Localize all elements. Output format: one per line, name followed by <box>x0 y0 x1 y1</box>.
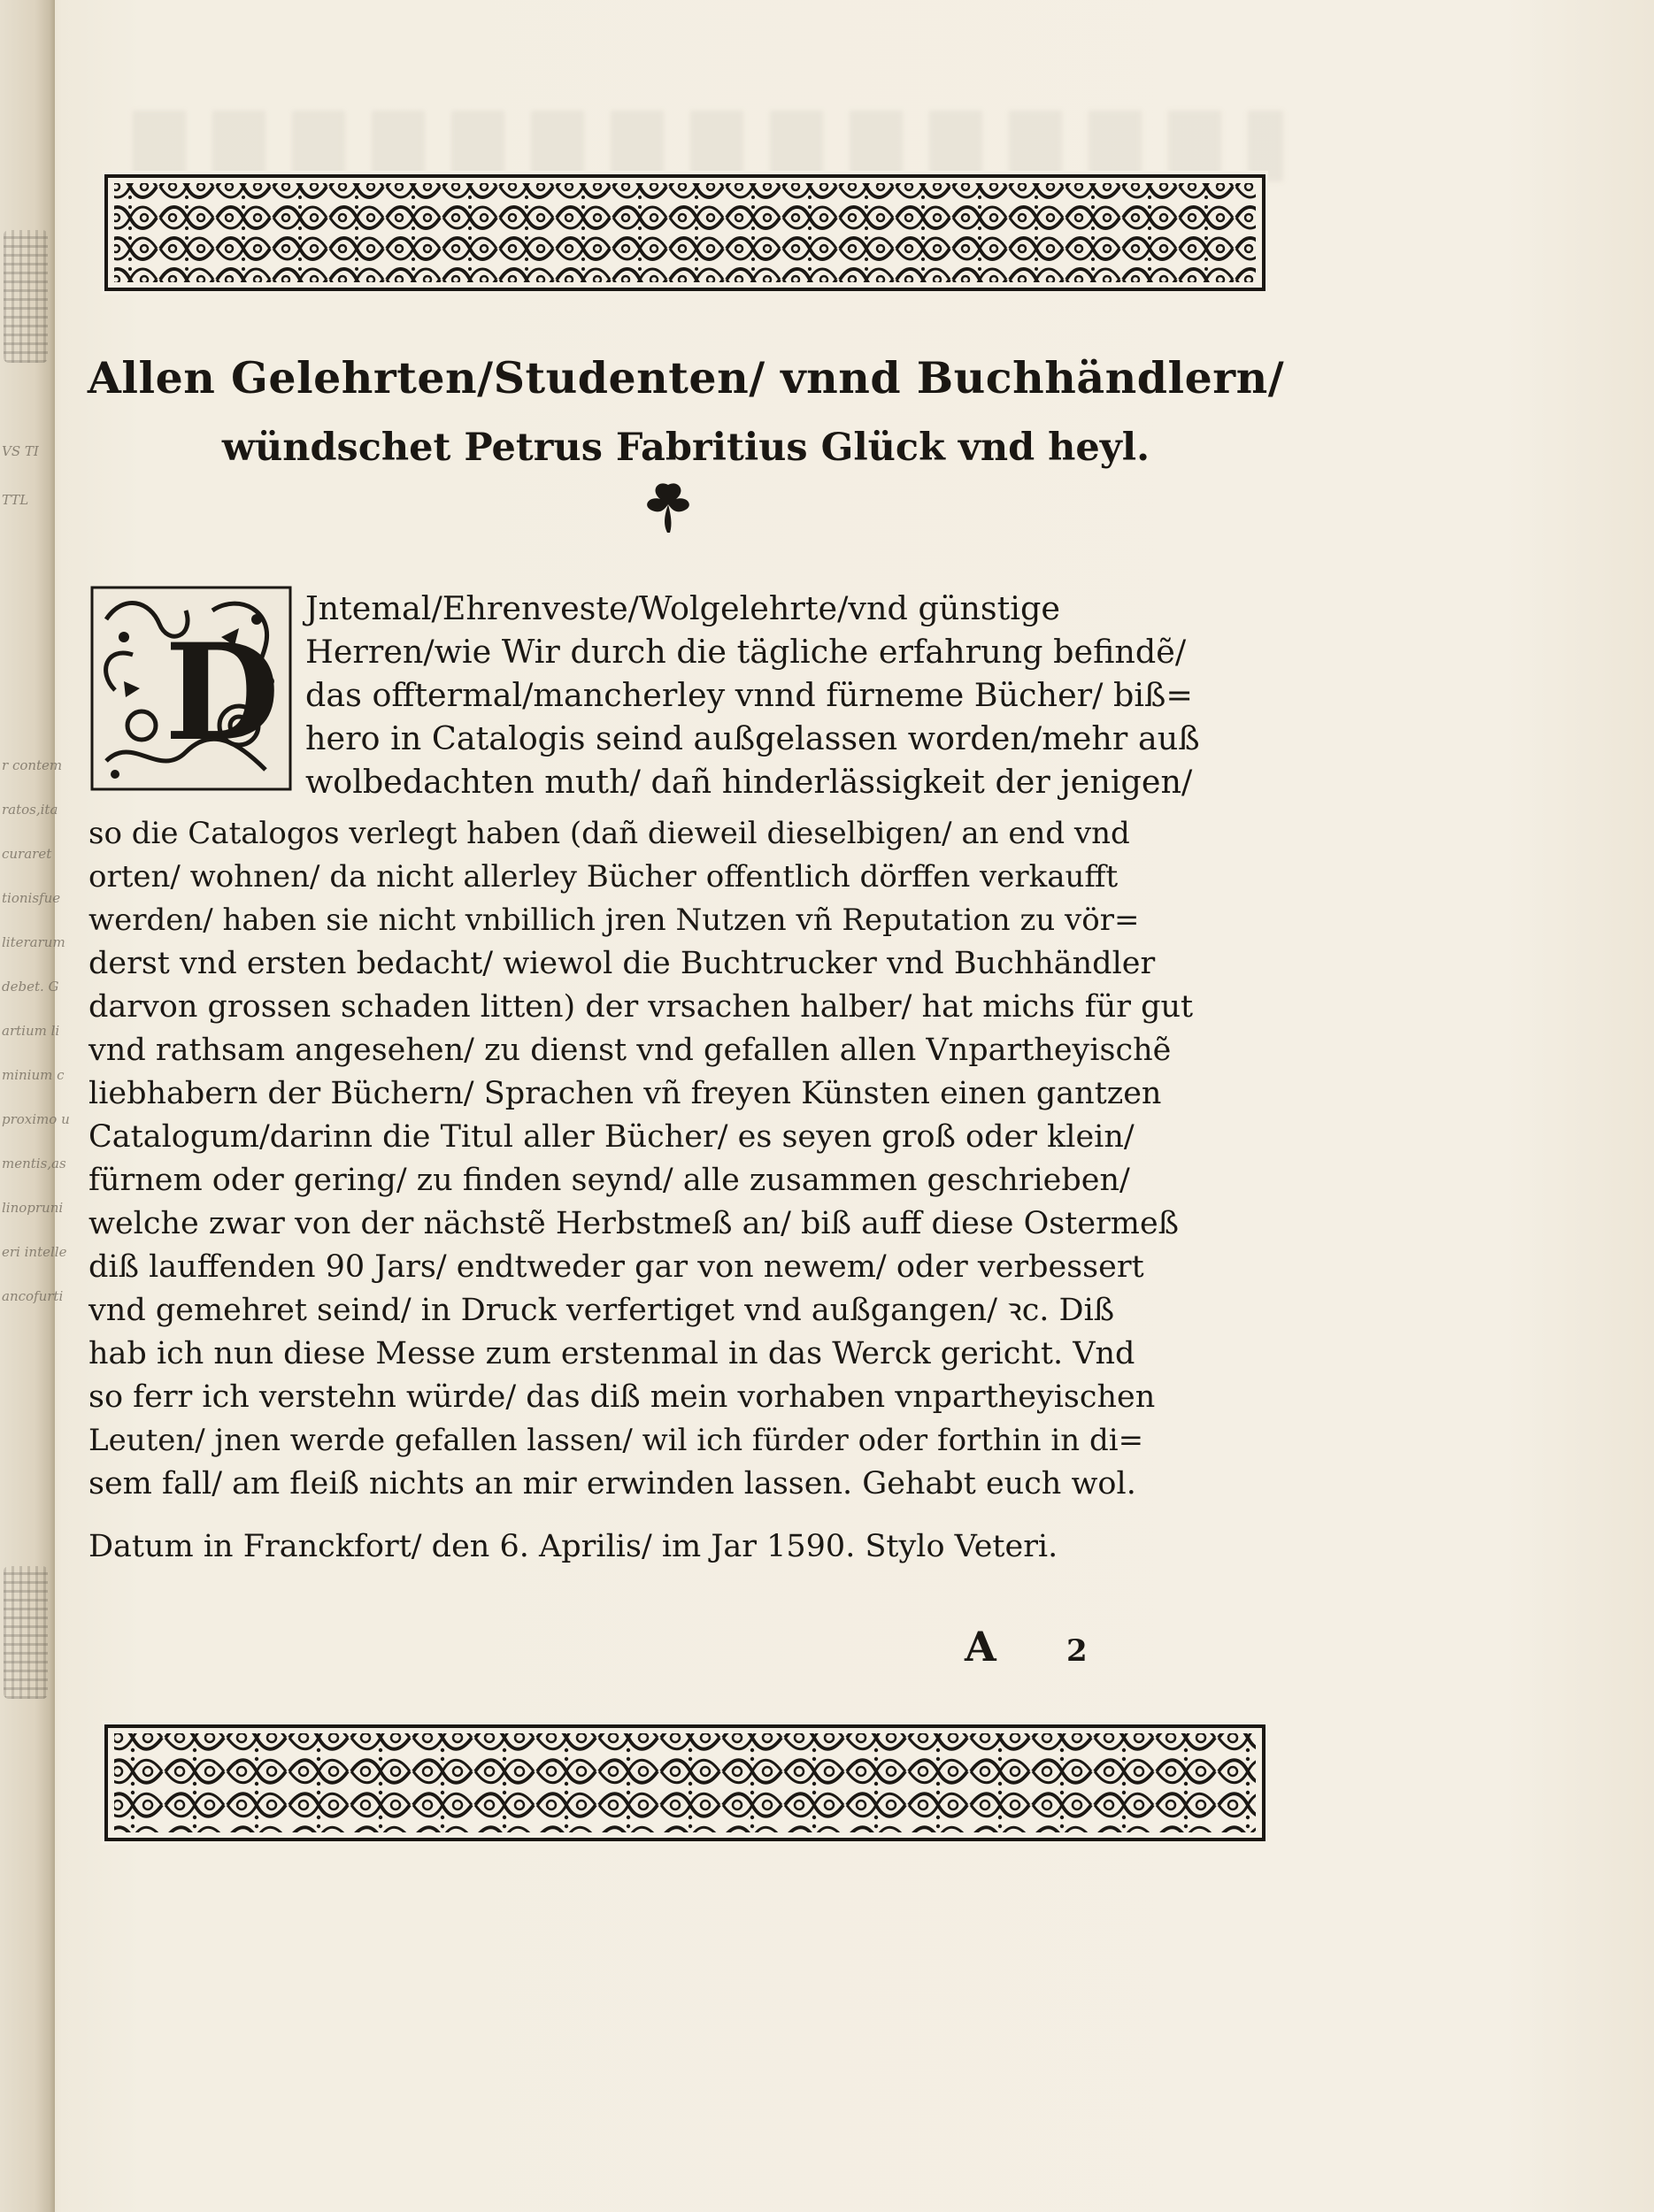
edge-fragment: tionisfue <box>2 890 61 906</box>
body-text-line: welche zwar von der nächstẽ Herbstmeß an/ biß auff diese Ostermeß <box>88 1206 1180 1241</box>
body-text-line: orten/ wohnen/ da nicht allerley Bücher offentlich dörffen verkaufft <box>88 859 1119 895</box>
body-text-line: liebhabern der Büchern/ Sprachen vñ freyen Künsten einen gantzen <box>88 1076 1162 1111</box>
body-text-line: derst vnd ersten bedacht/ wiewol die Buchtrucker vnd Buchhändler <box>88 946 1156 981</box>
body-text-line: vnd gemehret seind/ in Druck verfertiget vnd außgangen/ ꝛc. Diß <box>88 1293 1115 1328</box>
edge-fragment: TTL <box>2 492 29 508</box>
heading-line-2: wündschet Petrus Fabritius Glück vnd heyl. <box>221 426 1150 470</box>
body-text-line: Jntemal/Ehrenveste/Wolgelehrte/vnd günstige <box>305 589 1060 627</box>
body-text-line: Catalogum/darinn die Titul aller Bücher/ es seyen groß oder klein/ <box>88 1119 1135 1155</box>
body-text-line: das offtermal/mancherley vnnd fürneme Bücher/ biß= <box>305 676 1194 714</box>
body-text-line: Leuten/ jnen werde gefallen lassen/ wil ich fürder oder forthin in di= <box>88 1423 1144 1458</box>
body-text-line: wolbedachten muth/ dañ hinderlässigkeit der jenigen/ <box>305 763 1193 801</box>
body-text-line: darvon grossen schaden litten) der vrsachen halber/ hat michs für gut <box>88 989 1194 1025</box>
body-text-line: hab ich nun diese Messe zum erstenmal in das Werck gericht. Vnd <box>88 1336 1135 1371</box>
signature-mark: A <box>965 1623 996 1671</box>
edge-fragment: curaret <box>2 846 52 862</box>
edge-fragment: artium li <box>2 1023 60 1039</box>
body-text-line: vnd rathsam angesehen/ zu dienst vnd gefallen allen Vnpartheyischẽ <box>88 1033 1172 1068</box>
body-text-line: hero in Catalogis seind außgelassen worden/mehr auß <box>305 719 1200 757</box>
decorated-initial-capital <box>88 584 294 793</box>
bottom-ornamental-border <box>102 1721 1268 1845</box>
edge-fragment: debet. G <box>2 979 59 995</box>
edge-fragment: mentis,as <box>2 1156 66 1171</box>
body-text-line: sem fall/ am fleiß nichts an mir erwinden lassen. Gehabt euch wol. <box>88 1466 1136 1502</box>
body-text-line: Herren/wie Wir durch die tägliche erfahrung befindẽ/ <box>305 633 1187 671</box>
edge-ornament-top <box>4 230 48 363</box>
left-page-edge <box>0 0 70 2212</box>
edge-fragment: minium c <box>2 1067 65 1083</box>
body-text-line: werden/ haben sie nicht vnbillich jren Nutzen vñ Reputation zu vör= <box>88 902 1140 938</box>
edge-fragment: ratos,ita <box>2 802 58 818</box>
body-text-line: diß lauffenden 90 Jars/ endtweder gar von newem/ oder verbessert <box>88 1249 1144 1285</box>
body-text-line: fürnem oder gering/ zu finden seynd/ alle zusammen geschrieben/ <box>88 1163 1130 1198</box>
body-text-line: so ferr ich verstehn würde/ das diß mein vorhaben vnpartheyischen <box>88 1379 1156 1415</box>
initial-capital-letter: D <box>165 615 281 771</box>
edge-fragment: VS TI <box>2 443 39 459</box>
edge-fragment: linopruni <box>2 1200 64 1216</box>
top-ornamental-border <box>102 171 1268 295</box>
edge-fragment: literarum <box>2 934 65 950</box>
edge-fragment: proximo u <box>2 1111 70 1127</box>
edge-fragment: r contem <box>2 757 63 773</box>
edge-fragment: ancofurti <box>2 1288 64 1304</box>
fleuron-ornament <box>637 478 699 536</box>
signature-number: 2 <box>1066 1633 1088 1669</box>
heading-line-1: Allen Gelehrten/Studenten/ vnnd Buchhändlern/ <box>87 352 1285 403</box>
edge-fragment: eri intelle <box>2 1244 67 1260</box>
body-text-line: so die Catalogos verlegt haben (dañ dieweil dieselbigen/ an end vnd <box>88 816 1130 851</box>
edge-ornament-bottom <box>4 1566 48 1699</box>
body-text-line: Datum in Franckfort/ den 6. Aprilis/ im Jar 1590. Stylo Veteri. <box>88 1529 1058 1564</box>
